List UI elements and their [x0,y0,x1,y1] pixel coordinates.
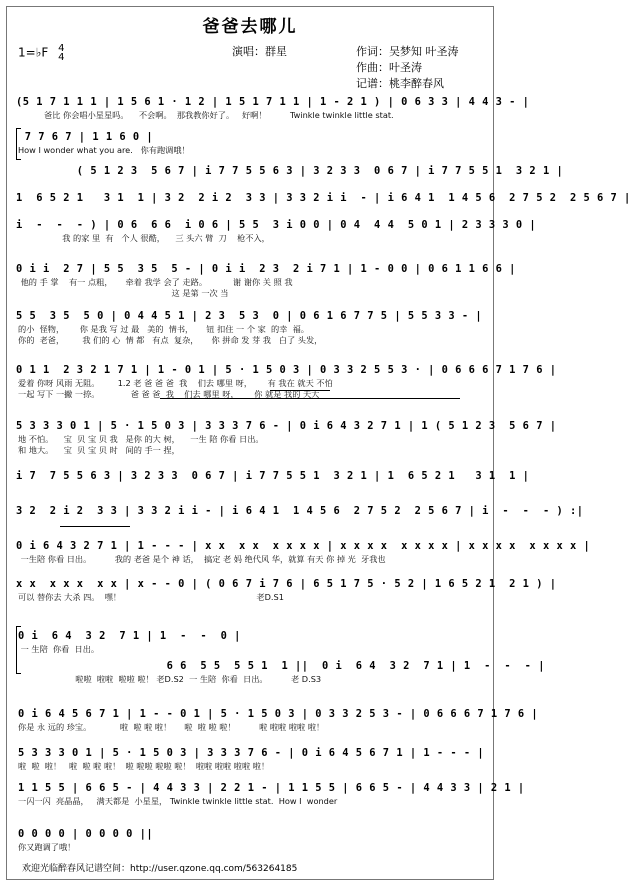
lyric-line: 的小 怪物， 你 是我 写 过 最 美的 情书， 钮 扣住 一 个 家 的幸 福。 你的 老爸， 我 们的 心 情 都 有点 复杂， 你 拼命 发 芽 我 白了 头发， [18,324,323,345]
score-system [2,630,498,652]
score-system [2,747,498,771]
notation-line: 0 i 6 4 3 2 7 1 | 1 - - 0 | [18,630,241,642]
notation-line: 5 3 3 3 0 1 | 5 · 1 5 0 3 | 3 3 3 7 6 - | 0 i 6 4 3 2 7 1 | 1 ( 5 1 2 3 5 6 7 | [16,420,557,432]
notation-line: (5 1 7 1 1 1 | 1 5 6 1 · 1 2 | 1 5 1 7 1 1 | 1 - 2 1 ) | 0 6 3 3 | 4 4 3 - | [16,96,530,108]
volta-line [60,526,130,527]
score-system [2,708,539,734]
notation-line: 6 6 5 5 5 5 1 1 || 0 i 6 4 3 2 7 1 | 1 - - - | [18,660,545,672]
score-system [2,782,525,812]
score-system [2,192,631,210]
notation-line: i - - - ) | 0 6 6 6 i 0 6 | 5 5 3 i 0 0 | 0 4 4 4 5 0 1 | 2 3 3 3 0 | [16,219,537,231]
score-system [2,505,584,523]
notation-line: ( 5 1 2 3 5 6 7 | i 7 7 5 5 6 3 | 3 2 3 3 0 6 7 | i 7 7 5 5 1 3 2 1 | [16,165,564,177]
score-system [2,660,545,690]
notation-line: i 7 7 5 5 6 3 | 3 2 3 3 0 6 7 | i 7 7 5 5 1 3 2 1 | 1 6 5 2 1 3 1 1 | [16,470,530,482]
notation-line: 5 3 3 3 0 1 | 5 · 1 5 0 3 | 3 3 3 7 6 - | 0 i 6 4 5 6 7 1 | 1 - - - | [18,747,485,759]
notation-line: 5 5 3 5 5 0 | 0 4 4 5 1 | 2 3 5 3 0 | 0 6 1 6 7 7 5 | 5 5 3 3 - | [16,310,483,322]
composer-credit: 作曲：叶圣涛 [356,61,422,74]
lyric-line: 我 的家 里 有 个人 很酷， 三 头六 臂 刀 枪不入， [18,233,270,243]
song-title: 爸爸去哪儿 [202,17,298,37]
volta-line [270,390,330,391]
system-brace [16,128,21,160]
transcriber-credit: 记谱：桃李醉春风 [356,77,444,90]
score-system [2,131,498,155]
lyric-line: 一生陪 你看 日出。 我的 老爸 是个 神 话， 搞定 老 妈 绝代风 华，就算 有天 你 掉 光 牙我也 [18,554,386,564]
key-label: 1=♭F [18,45,49,60]
key-signature [18,44,64,62]
notation-line: 1 1 5 5 | 6 6 5 - | 4 4 3 3 | 2 2 1 - | 1 1 5 5 | 6 6 5 - | 4 4 3 3 | 2 1 | [18,782,525,794]
score-system [2,420,557,456]
score-system [2,263,516,298]
score-system [2,470,530,488]
lyric-line: 一 生陪 你看 日出。 [18,644,100,654]
notation-line: 1 6 5 2 1 3 1 1 | 3 2 2 i 2 3 3 | 3 3 2 i i - | i 6 4 1 1 4 5 6 2 7 5 2 2 5 6 7 | [16,192,631,204]
lyric-line: 地 不怕。 宝 贝 宝 贝 我 是你 的大 树， 一生 陪 你看 日出。 和 地大。 宝 贝 宝 贝 时 间的 手一 捏， [18,434,264,455]
lyric-line: 一闪一闪 亮晶晶， 满天都是 小星星， Twinkle twinkle little stat. How I wonder [18,796,338,806]
volta-line [160,398,460,399]
notation-line: 0 i 6 4 3 2 7 1 | 1 - - - | x x x x x x x x | x x x x x x x x | x x x x x x x x | [16,540,591,552]
lyric-line: 你又跑调了哦！ [18,842,76,852]
time-signature [58,44,64,62]
score-system [2,96,530,120]
lyric-line: 啦 啦 啦！ 啦 啦 啦 啦！ 啦 啦啦 啦啦 啦！ 啦啦 啦啦 啦啦 啦！ [18,761,270,771]
notation-line: 0 i 6 4 5 6 7 1 | 1 - - 0 1 | 5 · 1 5 0 3 | 0 3 3 2 5 3 - | 0 6 6 6 7 1 7 6 | [18,708,539,720]
notation-line: 3 2 2 i 2 3 3 | 3 3 2 i i - | i 6 4 1 1 4 5 6 2 7 5 2 2 5 6 7 | i - - - ) :| [16,505,584,517]
score-system [2,364,557,402]
lyric-line: 他的 手 掌 有一 点粗， 牵着 我学 会了 走路。 谢 谢你 关 照 我 这 是第 一次 当 [20,277,293,298]
system-brace [16,626,21,674]
footer-note: 欢迎光临醉春风记谱空间：http://user.qzone.qq.com/563264185 [22,864,298,874]
lyric-line: 啦啦 啦啦 啦啦 啦！ 老D.S2 一 生陪 你看 日出。 老 D.S3 [18,674,322,684]
notation-line: 0 1 1 2 3 2 1 7 1 | 1 - 0 1 | 5 · 1 5 0 3 | 0 3 3 2 5 5 3 · | 0 6 6 6 7 1 7 6 | [16,364,557,376]
score-system [2,165,564,183]
notation-line: x x x x x x x | x - - 0 | ( 0 6 7 i 7 6 | 6 5 1 7 5 · 5 2 | 1 6 5 2 1 2 1 ) | [16,578,557,590]
lyric-line: How I wonder what you are. 你有跑调哦！ [18,145,190,155]
score-system [2,828,498,850]
score-system [2,310,498,346]
singer-credit: 演唱：群星 [232,45,287,58]
lyric-line: 爸比 你会唱小星星吗。 不会啊。 那我教你好了。 好啊！ Twinkle twinkle little stat. [18,110,394,120]
lyricist-credit: 作词：吴梦知 叶圣涛 [356,45,459,58]
lyric-line: 你是 永 远的 珍宝。 啦 啦 啦 啦！ 啦 啦 啦 啦！ 啦 啦啦 啦啦 啦！ [18,722,325,732]
time-top: 4 [58,43,65,54]
lyric-line: 爱着 你呀 风雨 无阻。 1.2 老 爸 爸 爸 我 们去 哪里 呀， 有 我在 就天 不怕 一起 写下 一撇 一捺。 爸 爸 爸 我 们去 哪里 呀， 你 就是 我的 天大 [18,378,333,399]
score-system [2,578,557,608]
notation-line: 0 i i 2 7 | 5 5 3 5 5 - | 0 i i 2 3 2 i 7 1 | 1 - 0 0 | 0 6 1 1 6 6 | [16,263,516,275]
time-bottom: 4 [58,52,65,63]
lyric-line: 可以 替你去 大杀 四。 嘿！ 老D.S1 [18,592,284,602]
notation-line: 7 7 6 7 | 1 1 6 0 | [18,131,154,143]
score-system [2,540,591,566]
notation-line: 0 0 0 0 | 0 0 0 0 || [18,828,154,840]
score-system [2,219,537,249]
